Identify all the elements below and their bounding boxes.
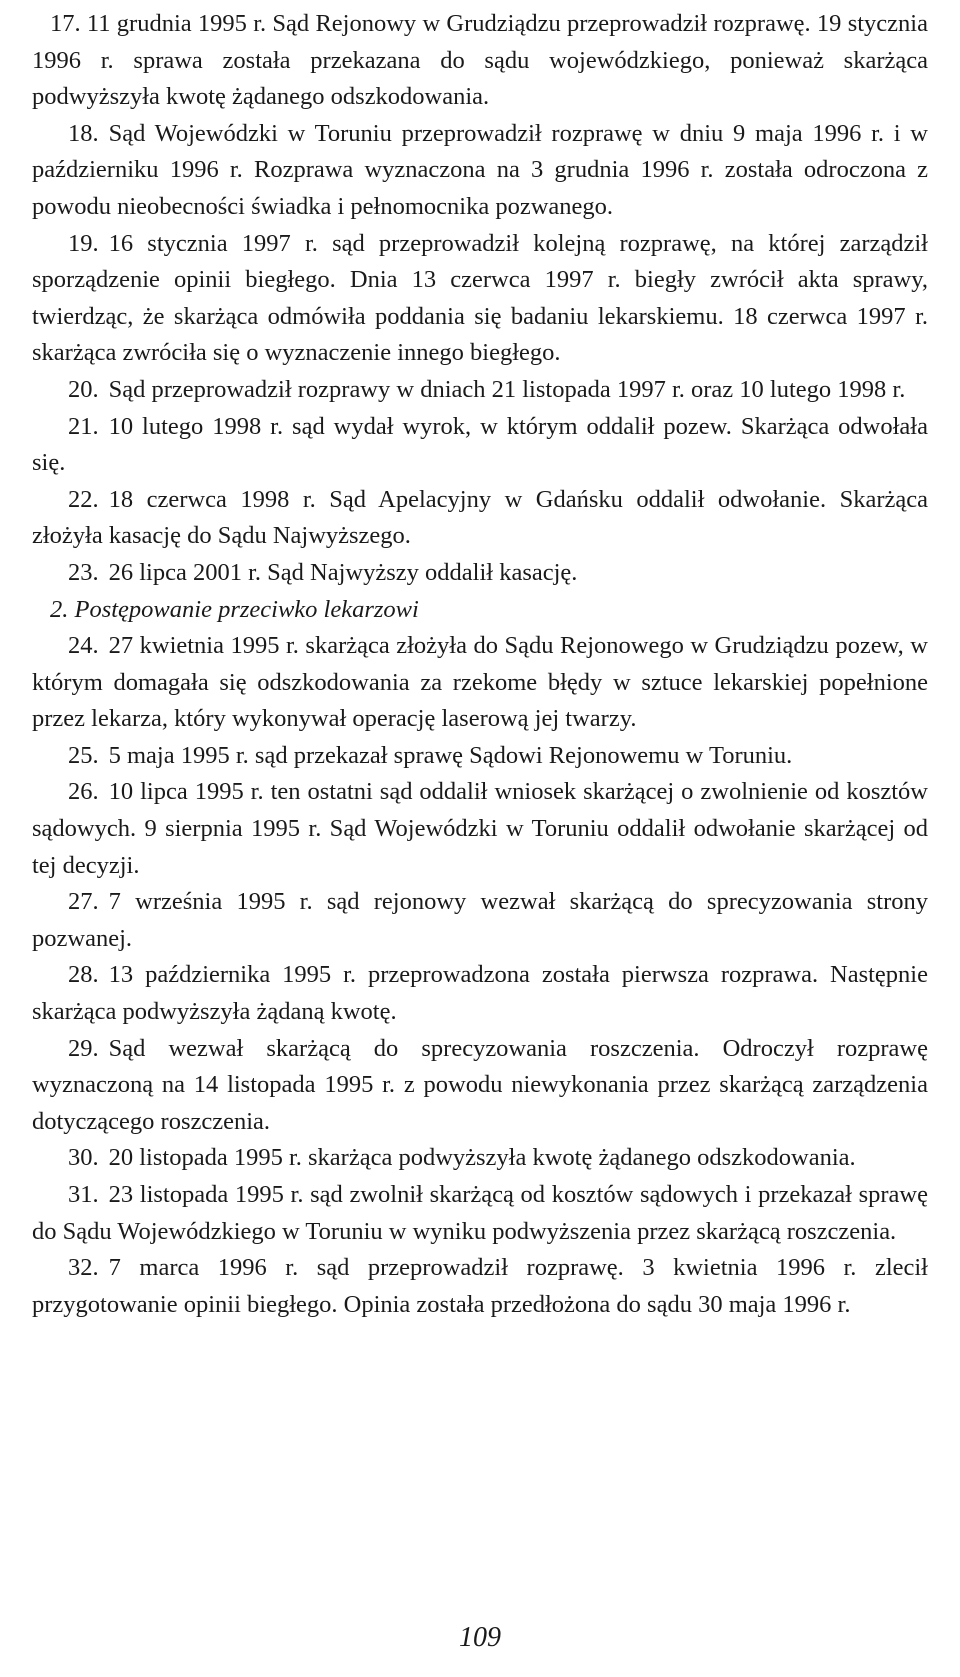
page-number: 109 <box>459 1622 501 1653</box>
paragraph-text: Sąd Wojewódzki w Toruniu przeprowadził rozprawę w dniu 9 maja 1996 r. i w październiku 1996 r. Rozprawa wyznaczona na 3 grudnia 1996 r. została odroczona z powodu nieobecności świadka i pełnomocnika pozwanego. <box>32 119 928 220</box>
paragraph-25 <box>32 738 928 775</box>
paragraph-number: 24. <box>68 632 99 660</box>
paragraph-text: 17. 11 grudnia 1995 r. Sąd Rejonowy w Grudziądzu przeprowadził rozprawę. 19 stycznia 1996 r. sprawa została przekazana do sądu wojewódzkiego, ponieważ skarżąca podwyższyła kwotę żądanego odszkodowania. <box>32 10 928 111</box>
paragraph-23 <box>32 555 928 592</box>
paragraph-19 <box>32 226 928 372</box>
paragraph-number: 28. <box>68 961 99 989</box>
paragraph-number: 30. <box>68 1144 99 1172</box>
section-heading: 2. Postępowanie przeciwko lekarzowi <box>50 595 419 623</box>
paragraph-text: Sąd wezwał skarżącą do sprecyzowania roszczenia. Odroczył rozprawę wyznaczoną na 14 listopada 1995 r. z powodu niewykonania przez skarżącą zarządzenia dotyczącego roszczenia. <box>32 1034 928 1135</box>
paragraph-number: 19. <box>68 229 99 257</box>
paragraph-text: 26 lipca 2001 r. Sąd Najwyższy oddalił kasację. <box>108 558 578 586</box>
paragraph-22 <box>32 482 928 555</box>
paragraph-text: 20 listopada 1995 r. skarżąca podwyższyła kwotę żądanego odszkodowania. <box>108 1144 856 1172</box>
paragraph-number: 26. <box>68 778 99 806</box>
paragraph-number: 27. <box>68 888 99 916</box>
paragraph-text: 23 listopada 1995 r. sąd zwolnił skarżącą od kosztów sądowych i przekazał sprawę do Sądu Wojewódzkiego w Toruniu w wyniku podwyższenia przez skarżącą roszczenia. <box>32 1181 928 1245</box>
paragraph-17 <box>32 6 928 116</box>
paragraph-number: 29. <box>68 1034 99 1062</box>
paragraph-number: 25. <box>68 741 99 769</box>
paragraph-number: 22. <box>68 485 99 513</box>
paragraph-number: 20. <box>68 375 99 403</box>
paragraph-number: 32. <box>68 1254 99 1282</box>
paragraph-31 <box>32 1177 928 1250</box>
paragraph-text: 16 stycznia 1997 r. sąd przeprowadził kolejną rozprawę, na której zarządził sporządzenie opinii biegłego. Dnia 13 czerwca 1997 r. biegły zwrócił akta sprawy, twierdząc, że skarżąca odmówiła poddania się badaniu lekarskiemu. 18 czerwca 1997 r. skarżąca zwróciła się o wyznaczenie innego biegłego. <box>32 229 928 367</box>
paragraph-text: 7 marca 1996 r. sąd przeprowadził rozprawę. 3 kwietnia 1996 r. zlecił przygotowanie opinii biegłego. Opinia została przedłożona do sądu 30 maja 1996 r. <box>32 1254 928 1318</box>
paragraph-text: 18 czerwca 1998 r. Sąd Apelacyjny w Gdańsku oddalił odwołanie. Skarżąca złożyła kasację do Sądu Najwyższego. <box>32 485 928 550</box>
paragraph-number: 31. <box>68 1181 99 1208</box>
paragraph-text: 5 maja 1995 r. sąd przekazał sprawę Sądowi Rejonowemu w Toruniu. <box>108 741 793 769</box>
paragraph-text: 27 kwietnia 1995 r. skarżąca złożyła do Sądu Rejonowego w Grudziądzu pozew, w którym domagała się odszkodowania za rzekome błędy w sztuce lekarskiej popełnione przez lekarza, który wykonywał operację laserową jej twarzy. <box>32 632 928 733</box>
paragraph-18 <box>32 116 928 226</box>
paragraph-text: 13 października 1995 r. przeprowadzona została pierwsza rozprawa. Następnie skarżąca podwyższyła żądaną kwotę. <box>32 961 928 1026</box>
paragraph-number: 18. <box>68 119 99 147</box>
paragraph-text: 10 lutego 1998 r. sąd wydał wyrok, w którym oddalił pozew. Skarżąca odwołała się. <box>32 412 928 477</box>
body-text <box>32 6 928 1323</box>
paragraph-number: 21. <box>68 412 99 440</box>
paragraph-20 <box>32 372 928 409</box>
paragraph-27 <box>32 884 928 957</box>
paragraph-text: 7 września 1995 r. sąd rejonowy wezwał skarżącą do sprecyzowania strony pozwanej. <box>32 888 928 952</box>
paragraph-text: 10 lipca 1995 r. ten ostatni sąd oddalił wniosek skarżącej o zwolnienie od kosztów sądowych. 9 sierpnia 1995 r. Sąd Wojewódzki w Toruniu oddalił odwołanie skarżącej od tej decyzji. <box>32 778 928 879</box>
paragraph-32 <box>32 1250 928 1323</box>
paragraph-30 <box>32 1140 928 1177</box>
paragraph-number: 23. <box>68 558 99 586</box>
paragraph-29 <box>32 1031 928 1141</box>
paragraph-24 <box>32 628 928 738</box>
paragraph-text: Sąd przeprowadził rozprawy w dniach 21 listopada 1997 r. oraz 10 lutego 1998 r. <box>108 375 906 403</box>
paragraph-21 <box>32 409 928 482</box>
paragraph-28 <box>32 957 928 1030</box>
paragraph-26 <box>32 774 928 884</box>
